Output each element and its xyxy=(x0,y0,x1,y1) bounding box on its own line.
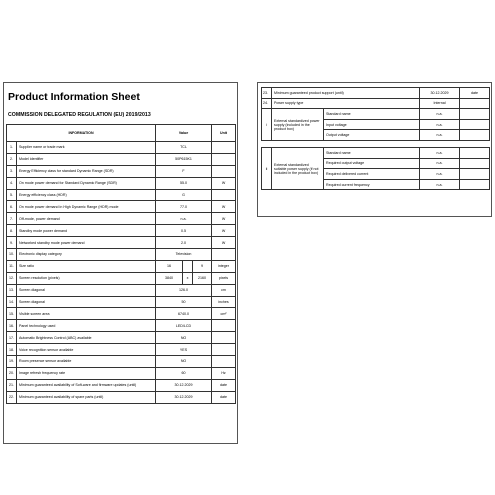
row-value: 77.0 xyxy=(156,201,212,213)
row-unit xyxy=(460,147,490,158)
row-label: Energy Efficiency class for standard Dynamic Range (SDR) xyxy=(17,165,156,177)
row-label: Voice recognition sensor available xyxy=(17,344,156,356)
power-supply-table xyxy=(261,87,490,190)
row-number: 19. xyxy=(7,356,17,368)
table-row xyxy=(7,260,236,272)
table-row xyxy=(7,356,236,368)
row-number: 1. xyxy=(7,142,17,154)
row-label: Standby mode power demand xyxy=(17,225,156,237)
row-value: 55.0 xyxy=(156,177,212,189)
row-number: 2. xyxy=(7,153,17,165)
row-unit xyxy=(212,189,236,201)
row-value: 9 xyxy=(193,260,212,272)
row-unit: inches xyxy=(212,296,236,308)
row-number: 4. xyxy=(7,177,17,189)
row-number: 21. xyxy=(7,379,17,391)
row-value: n.a. xyxy=(420,109,460,120)
row-number: 24. xyxy=(262,98,272,109)
row-value: n.a. xyxy=(420,119,460,130)
table-row xyxy=(7,344,236,356)
row-value: NO xyxy=(156,332,212,344)
row-label: Visible screen area xyxy=(17,308,156,320)
row-number: 18. xyxy=(7,344,17,356)
row-value: 6740.0 xyxy=(156,308,212,320)
row-label: Output voltage xyxy=(324,130,420,141)
row-label: Screen diagonal xyxy=(17,296,156,308)
row-label: Minimum guaranteed product support (until) xyxy=(272,88,420,99)
row-label: Off-mode, power demand xyxy=(17,213,156,225)
sheet-subtitle: COMMISSION DELEGATED REGULATION (EU) 2019/2013 xyxy=(8,112,151,118)
table-row xyxy=(7,189,236,201)
row-value: 2.0 xyxy=(156,237,212,249)
row-unit: cm² xyxy=(212,308,236,320)
row-unit xyxy=(212,142,236,154)
row-unit: date xyxy=(212,379,236,391)
row-unit: pixels xyxy=(212,272,236,284)
row-label: On mode power demand for Standard Dynamic Range (SDR) xyxy=(17,177,156,189)
row-unit xyxy=(460,158,490,169)
row-value: 0.5 xyxy=(156,225,212,237)
table-row xyxy=(7,213,236,225)
row-label: Room presence sensor available xyxy=(17,356,156,368)
row-value: 126.0 xyxy=(156,284,212,296)
header-unit: Unit xyxy=(212,125,236,142)
row-label: Required current frequency xyxy=(324,179,420,190)
table-row xyxy=(7,142,236,154)
row-value: YES xyxy=(156,344,212,356)
table-row xyxy=(262,147,490,158)
row-label: Supplier name or trade mark xyxy=(17,142,156,154)
row-value: Internal xyxy=(420,98,460,109)
row-label: Size ratio xyxy=(17,260,156,272)
row-label: Electronic display category xyxy=(17,249,156,261)
table-row xyxy=(7,272,236,284)
table-row xyxy=(7,320,236,332)
row-value: TCL xyxy=(156,142,212,154)
table-row xyxy=(262,98,490,109)
header-information: INFORMATION xyxy=(7,125,156,142)
row-number: 17. xyxy=(7,332,17,344)
table-row xyxy=(7,379,236,391)
table-row xyxy=(7,153,236,165)
row-unit: Hz xyxy=(212,367,236,379)
row-number: 12. xyxy=(7,272,17,284)
table-row xyxy=(7,332,236,344)
row-number: 10. xyxy=(7,249,17,261)
row-unit xyxy=(212,320,236,332)
row-number: 7. xyxy=(7,213,17,225)
row-unit: integer xyxy=(212,260,236,272)
row-value: 30.12.2029 xyxy=(420,88,460,99)
row-unit: date xyxy=(212,391,236,403)
row-number: 23. xyxy=(262,88,272,99)
row-unit: W xyxy=(212,237,236,249)
row-number: 20. xyxy=(7,367,17,379)
row-value: NO xyxy=(156,356,212,368)
row-value: LED/LCD xyxy=(156,320,212,332)
row-unit: W xyxy=(212,213,236,225)
row-value: F xyxy=(156,165,212,177)
row-number: 3. xyxy=(7,165,17,177)
table-row xyxy=(7,225,236,237)
row-unit xyxy=(460,130,490,141)
row-number: 15. xyxy=(7,308,17,320)
row-unit xyxy=(212,344,236,356)
row-number: 6. xyxy=(7,201,17,213)
row-label: Required output voltage xyxy=(324,158,420,169)
row-label: Input voltage xyxy=(324,119,420,130)
row-value-separator xyxy=(183,260,193,272)
row-unit xyxy=(212,356,236,368)
row-unit xyxy=(460,98,490,109)
table-row xyxy=(7,165,236,177)
row-label: Required delivered current xyxy=(324,169,420,180)
sheet-title: Product Information Sheet xyxy=(8,91,140,103)
row-value: G xyxy=(156,189,212,201)
row-value: 30.12.2029 xyxy=(156,391,212,403)
row-label: Minimum guaranteed availability of Soft-ware and firmware updates (until) xyxy=(17,379,156,391)
row-number: 5. xyxy=(7,189,17,201)
row-value: n.a. xyxy=(420,179,460,190)
row-label: Screen resolution (pixels) xyxy=(17,272,156,284)
row-value: 60 xyxy=(156,367,212,379)
row-value-separator: x xyxy=(183,272,193,284)
row-unit: W xyxy=(212,201,236,213)
row-value: n.a. xyxy=(420,169,460,180)
row-unit: date xyxy=(460,88,490,99)
section-description: External standardized suitable power supply (if not included in the product box) xyxy=(272,147,324,189)
row-label: Standard name xyxy=(324,109,420,120)
table-row xyxy=(262,88,490,99)
info-table xyxy=(6,124,236,404)
table-row xyxy=(7,177,236,189)
row-value: Television xyxy=(156,249,212,261)
row-number: 22. xyxy=(7,391,17,403)
row-value: 30.12.2029 xyxy=(156,379,212,391)
info-table-header xyxy=(7,125,236,142)
row-label: On mode power demand in High Dynamic Range (HDR) mode xyxy=(17,201,156,213)
row-number: 9. xyxy=(7,237,17,249)
row-number: 8. xyxy=(7,225,17,237)
row-label: Networked standby mode power demand xyxy=(17,237,156,249)
row-number: 13. xyxy=(7,284,17,296)
row-label: Image refresh frequency rate xyxy=(17,367,156,379)
table-row xyxy=(262,109,490,120)
table-row xyxy=(7,201,236,213)
row-number: 11. xyxy=(7,260,17,272)
info-sheet-left xyxy=(3,82,238,444)
table-row xyxy=(7,237,236,249)
table-row xyxy=(7,367,236,379)
row-label: Minimum guaranteed availability of spare parts (until) xyxy=(17,391,156,403)
section-description: External standardized power supply (included in the product box) xyxy=(272,109,324,141)
row-value: n.a. xyxy=(156,213,212,225)
row-label: Automatic Brightness Control (ABC) available xyxy=(17,332,156,344)
table-spacer xyxy=(262,140,490,147)
row-label: Model identifier xyxy=(17,153,156,165)
row-value: 3840 xyxy=(156,272,183,284)
row-unit xyxy=(460,169,490,180)
table-row xyxy=(7,249,236,261)
table-row xyxy=(7,296,236,308)
row-unit xyxy=(212,249,236,261)
row-value: n.a. xyxy=(420,147,460,158)
header-value: Value xyxy=(156,125,212,142)
row-value: 50P615K1 xyxy=(156,153,212,165)
row-unit: cm xyxy=(212,284,236,296)
row-label: Power supply type xyxy=(272,98,420,109)
row-number: 16. xyxy=(7,320,17,332)
row-label: Energy efficiency class (HDR) xyxy=(17,189,156,201)
row-unit xyxy=(460,109,490,120)
row-label: Screen diagonal xyxy=(17,284,156,296)
info-sheet-right xyxy=(257,82,492,217)
table-row xyxy=(7,284,236,296)
row-number: 14. xyxy=(7,296,17,308)
row-value: 2160 xyxy=(193,272,212,284)
row-value: 16 xyxy=(156,260,183,272)
table-row xyxy=(7,391,236,403)
row-unit: W xyxy=(212,177,236,189)
row-unit xyxy=(460,179,490,190)
row-value: n.a. xyxy=(420,130,460,141)
row-unit xyxy=(460,119,490,130)
table-row xyxy=(7,308,236,320)
row-number: i xyxy=(262,109,272,141)
row-value: 50 xyxy=(156,296,212,308)
row-unit: W xyxy=(212,225,236,237)
row-label: Panel technology used xyxy=(17,320,156,332)
row-unit xyxy=(212,332,236,344)
row-unit xyxy=(212,153,236,165)
row-number: ii xyxy=(262,147,272,189)
row-unit xyxy=(212,165,236,177)
row-label: Standard name xyxy=(324,147,420,158)
row-value: n.a. xyxy=(420,158,460,169)
